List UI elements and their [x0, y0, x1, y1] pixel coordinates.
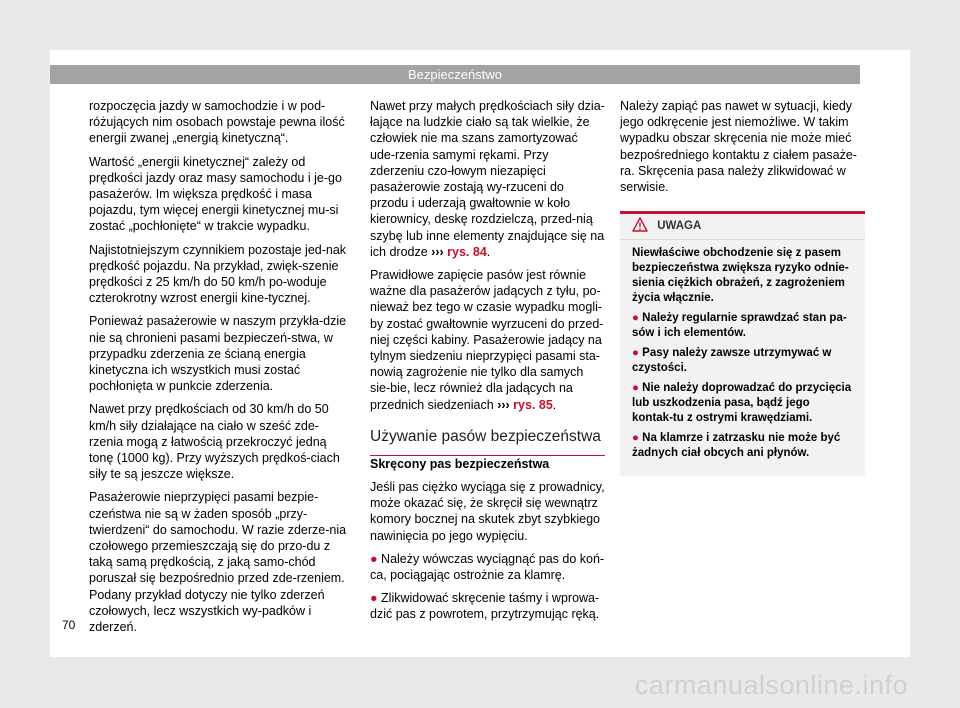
- list-item-text: Zlikwidować skręcenie taśmy i wprowa-dzić pas z powrotem, przytrzymując ręką.: [370, 591, 600, 622]
- bullet-icon: ●: [632, 432, 639, 445]
- reference-arrows: ›››: [497, 397, 510, 412]
- column-left: [89, 98, 349, 642]
- warning-item: [632, 311, 853, 341]
- paragraph-text: Nawet przy małych prędkościach siły dzia-łające na ludzkie ciało są tak wielkie, że człowiek nie ma szans zamortyzować ude-rzenia samymi rękami. Przy zderzeniu czo-łowym niezapięci pasażerowie zostają wy-rzuceni do przodu i uderzają gwałtownie w koło kierownicy, deskę rozdzielczą, przed-nią szybę lub inne elementy znajdujące się na ich drodze: [370, 99, 605, 259]
- figure-reference-link[interactable]: rys. 84: [447, 244, 487, 259]
- paragraph: [370, 98, 605, 260]
- paragraph: Należy zapiąć pas nawet w sytuacji, kiedy jego odkręcenie jest niemożliwe. W takim wypadku obszar skręcenia nie może mieć bezpośredniego kontaktu z ciałem pasaże-ra. Skręcenia pasa należy zlikwidować w serwisie.: [620, 99, 857, 195]
- warning-box: [620, 211, 865, 476]
- list-item-text: Należy wówczas wyciągnąć pas do koń-ca, pociągając ostrożnie za klamrę.: [370, 551, 605, 583]
- bullet-icon: ●: [632, 382, 639, 395]
- column-middle: [370, 98, 605, 630]
- paragraph: rozpoczęcia jazdy w samochodzie i w pod-różujących nim osobach powstaje pewna ilość energii zwanej „energią kinetyczną“.: [89, 99, 345, 146]
- page-header: Bezpieczeństwo: [50, 65, 860, 84]
- warning-item: [632, 381, 853, 426]
- bullet-icon: ●: [370, 591, 378, 606]
- bullet-icon: ●: [370, 551, 378, 566]
- warning-item: [632, 431, 853, 461]
- reference-arrows: ›››: [431, 244, 444, 259]
- column-right: [620, 98, 865, 476]
- paragraph: Jeśli pas ciężko wyciąga się z prowadnicy, może okazać się, że skręcił się wewnątrz komory bocznej na skutek zbyt szybkiego nawinięcia po jego wypięciu.: [370, 480, 605, 543]
- warning-item-text: Nie należy doprowadzać do przycięcia lub uszkodzenia pasa, bądź jego kontak-tu z ostrymi krawędziami.: [632, 382, 852, 425]
- paragraph: Najistotniejszym czynnikiem pozostaje jed-nak prędkość pojazdu. Na przykład, zwięk-szenie prędkości z 25 km/h do 50 km/h po-woduje czterokrotny wzrost energii kine-tycznej.: [89, 242, 347, 306]
- watermark: carmanualsonline.info: [634, 670, 908, 700]
- paragraph: [370, 267, 605, 413]
- warning-intro: Niewłaściwe obchodzenie się z pasem bezpieczeństwa zwiększa ryzyko odnie-sienia ciężkich obrażeń, z zagrożeniem życia włącznie.: [632, 247, 849, 305]
- warning-item: [632, 346, 853, 376]
- figure-reference-link[interactable]: rys. 85: [513, 397, 553, 412]
- warning-header: [620, 214, 865, 239]
- paragraph: Wartość „energii kinetycznej“ zależy od prędkości jazdy oraz masy samochodu i je-go pasażerów. Im większa prędkość i masa pojazdu, tym więcej energii kinetycznej mu-si zostać „pochłonięte“ w trakcie wypadku.: [89, 154, 342, 234]
- warning-item-text: Na klamrze i zatrzasku nie może być żadnych ciał obcych ani płynów.: [632, 432, 841, 460]
- page-number: 70: [62, 618, 76, 632]
- bullet-icon: ●: [632, 347, 639, 360]
- paragraph: Nawet przy prędkościach od 30 km/h do 50 km/h siły działające na ciało w sześć zde-rzenia mogą z łatwością przekroczyć jedną tonę (1000 kg). Przy wyższych prędkoś-ciach siły te są jeszcze większe.: [89, 402, 340, 482]
- paragraph-text: Prawidłowe zapięcie pasów jest równie ważne dla pasażerów jadących z tyłu, po-nieważ bez tego w czasie wypadku mogli-by zostać gwałtownie wyrzuceni do przed-niej części kabiny. Pasażerowie jadący na tylnym siedzeniu nieprzypięci pasami sta-nowią zagrożenie nie tylko dla samych sie-bie, lecz również dla jadących na przednich siedzeniach: [370, 268, 604, 412]
- bullet-icon: ●: [632, 312, 639, 325]
- list-item: [370, 551, 605, 583]
- warning-item-text: Pasy należy zawsze utrzymywać w czystości.: [632, 347, 832, 375]
- period: .: [552, 397, 557, 412]
- list-item: [370, 590, 605, 622]
- period: .: [486, 244, 491, 259]
- paragraph: Ponieważ pasażerowie w naszym przykła-dzie nie są chronieni pasami bezpieczeń-stwa, w przypadku zderzenia ze ścianą energia kinetyczna ich wszystkich musi zostać pochłonięta w punkcie zderzenia.: [89, 314, 347, 394]
- warning-title: UWAGA: [657, 220, 702, 233]
- subheading: Skręcony pas bezpieczeństwa: [370, 456, 550, 471]
- warning-item-text: Należy regularnie sprawdzać stan pa-sów i ich elementów.: [632, 312, 847, 340]
- warning-triangle-icon: [632, 217, 648, 242]
- warning-body: [620, 239, 865, 476]
- section-title: Używanie pasów bezpieczeństwa: [370, 427, 605, 456]
- paragraph: Pasażerowie nieprzypięci pasami bezpie-czeństwa nie są w żaden sposób „przy-twierdzeni“ do samochodu. W razie zderze-nia czołowego przemieszczają się do przo-du z taką samą prędkością, z jaką samo-chód poruszał się bezpośrednio przed zde-rzeniem. Podany przykład dotyczy nie tylko zderzeń czołowych, lecz wszystkich wy-padków i zderzeń.: [89, 490, 347, 635]
